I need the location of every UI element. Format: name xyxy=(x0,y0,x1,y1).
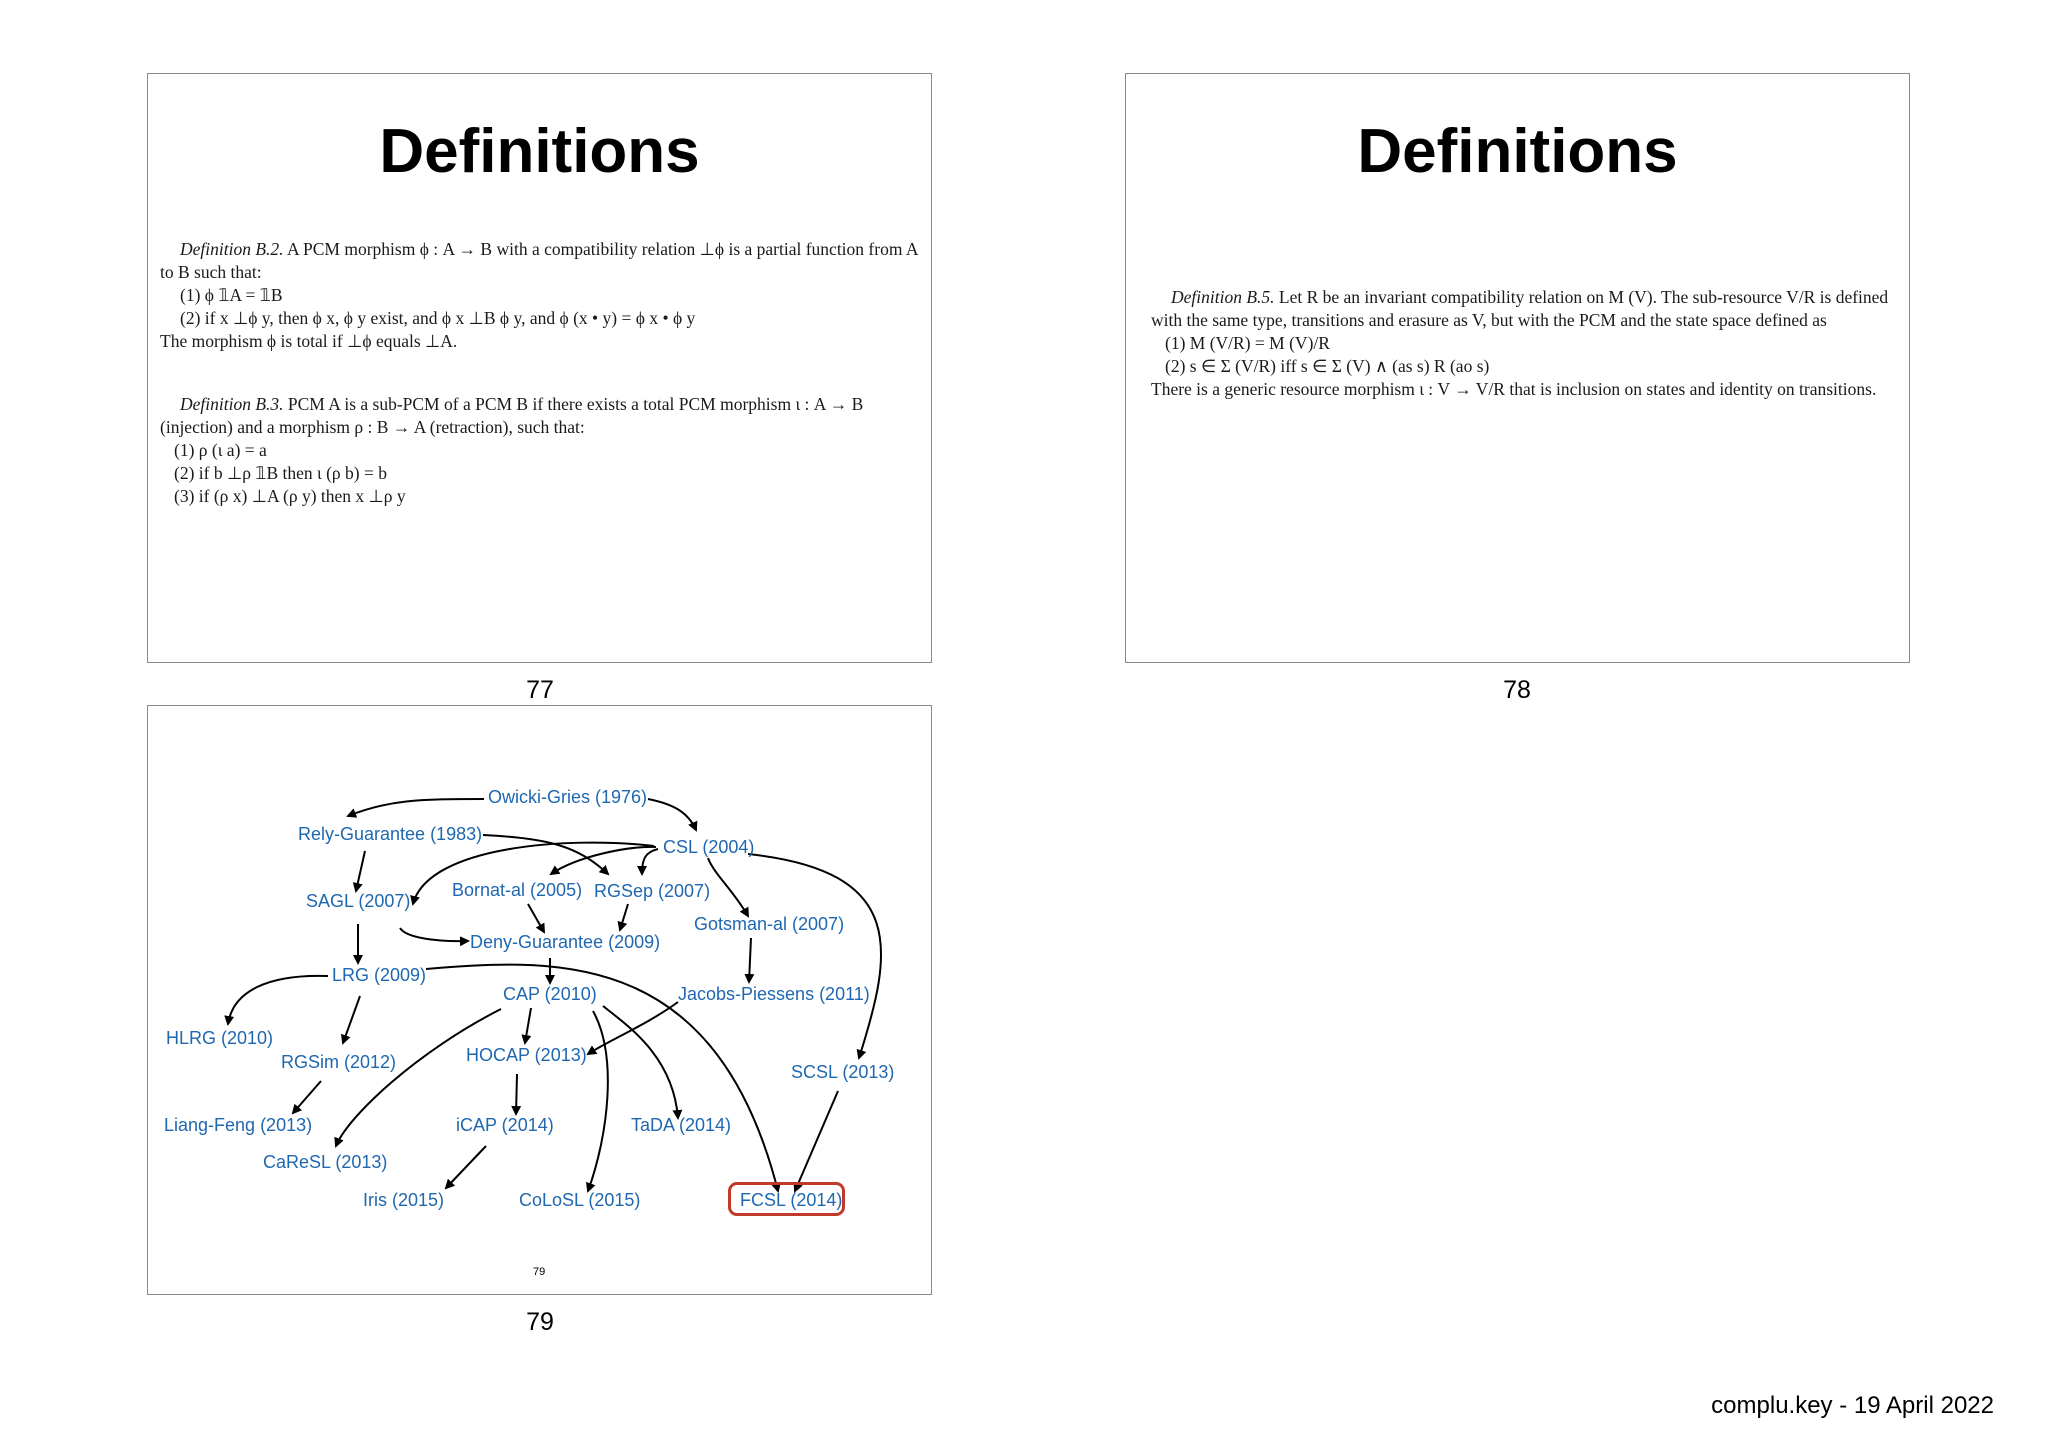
node-cap: CAP (2010) xyxy=(503,984,597,1004)
definition-closing: There is a generic resource morphism ι : V → V/R that is inclusion on states and identity on transitions. xyxy=(1151,379,1877,399)
node-sagl: SAGL (2007) xyxy=(306,891,411,911)
node-rely-guarantee: Rely-Guarantee (1983) xyxy=(298,824,483,844)
slide-title: Definitions xyxy=(379,117,700,186)
page-number: 77 xyxy=(526,676,554,704)
edge-csl-gotsman xyxy=(708,858,748,916)
node-hlrg: HLRG (2010) xyxy=(166,1028,274,1048)
definition-item: (2) if x ⊥ϕ y, then ϕ x, ϕ y exist, and ϕ x ⊥B ϕ y, and ϕ (x • y) = ϕ x • ϕ y xyxy=(180,308,696,328)
node-owicki-gries: Owicki-Gries (1976) xyxy=(488,787,648,807)
definition-b2 xyxy=(160,238,920,353)
edge-rgsim-liangfeng xyxy=(293,1081,321,1113)
slide-78 xyxy=(1125,73,1910,663)
edge-sagl-deny xyxy=(400,928,468,941)
definition-b5 xyxy=(1151,286,1896,401)
footer-text: complu.key - 19 April 2022 xyxy=(1711,1392,1994,1419)
edge-lrg-rgsim xyxy=(343,996,360,1043)
definition-item: (1) ρ (ι a) = a xyxy=(174,440,267,460)
node-caresl: CaReSL (2013) xyxy=(263,1152,388,1172)
edge-cap-colosl xyxy=(588,1011,608,1191)
edge-cap-tada xyxy=(603,1006,678,1118)
node-scsl: SCSL (2013) xyxy=(791,1062,895,1082)
node-lrg: LRG (2009) xyxy=(332,965,427,985)
node-rgsim: RGSim (2012) xyxy=(281,1052,397,1072)
edge-jacobs-hocap xyxy=(588,1002,678,1054)
definition-label: Definition B.2. xyxy=(180,239,284,259)
edge-owicki-csl xyxy=(648,799,696,830)
edge-cap-hocap xyxy=(525,1008,531,1043)
definition-b3 xyxy=(160,393,920,508)
definition-item: (3) if (ρ x) ⊥A (ρ y) then x ⊥ρ y xyxy=(174,486,406,506)
definition-text: PCM A is a sub-PCM of a PCM B if there exists a total PCM morphism ι : A → B (injection) and a morphism ρ : B → A (retraction), such that: xyxy=(160,394,864,437)
node-jacobs-piessens: Jacobs-Piessens (2011) xyxy=(678,984,870,1004)
node-csl: CSL (2004) xyxy=(663,837,755,857)
definition-text: Let R be an invariant compatibility relation on M (V). The sub-resource V/R is defined with the same type, transitions and erasure as V, but with the PCM and the state space defined as xyxy=(1151,287,1889,330)
edge-owicki-rely xyxy=(348,799,484,816)
node-rgsep: RGSep (2007) xyxy=(594,881,711,901)
inner-page-number: 79 xyxy=(533,1266,546,1278)
edge-icap-iris xyxy=(446,1146,486,1188)
node-icap: iCAP (2014) xyxy=(456,1115,554,1135)
node-fcsl: FCSL (2014) xyxy=(740,1190,843,1210)
edge-bornat-deny xyxy=(528,904,544,932)
node-deny-guarantee: Deny-Guarantee (2009) xyxy=(470,932,661,952)
node-tada: TaDA (2014) xyxy=(631,1115,732,1135)
edge-hocap-icap xyxy=(516,1074,517,1114)
page-number: 79 xyxy=(526,1308,554,1336)
definition-item: (1) M (V/R) = M (V)/R xyxy=(1165,333,1330,353)
definition-label: Definition B.5. xyxy=(1171,287,1275,307)
edge-lrg-hlrg xyxy=(228,976,328,1024)
definition-item: (2) if b ⊥ρ 𝟙B then ι (ρ b) = b xyxy=(174,463,387,483)
node-gotsman-al: Gotsman-al (2007) xyxy=(694,914,845,934)
edge-gotsman-jacobs xyxy=(749,938,751,982)
definition-item: (2) s ∈ Σ (V/R) iff s ∈ Σ (V) ∧ (as s) R (ao s) xyxy=(1165,356,1490,376)
definition-closing: The morphism ϕ is total if ⊥ϕ equals ⊥A. xyxy=(160,331,458,351)
definition-label: Definition B.3. xyxy=(180,394,284,414)
slide-77 xyxy=(147,73,932,663)
edge-scsl-fcsl xyxy=(795,1091,838,1191)
edge-csl-scsl xyxy=(748,854,881,1058)
definition-text: A PCM morphism ϕ : A → B with a compatibility relation ⊥ϕ is a partial function from A to B such that: xyxy=(160,239,918,282)
edge-rely-sagl xyxy=(356,851,365,891)
definition-item: (1) ϕ 𝟙A = 𝟙B xyxy=(180,285,283,305)
slide-79 xyxy=(147,705,932,1295)
edge-csl-rgsep xyxy=(642,849,658,874)
node-colosl: CoLoSL (2015) xyxy=(519,1190,641,1210)
slide-title: Definitions xyxy=(1357,117,1678,186)
node-bornat-al: Bornat-al (2005) xyxy=(452,880,583,900)
node-hocap: HOCAP (2013) xyxy=(466,1045,587,1065)
node-iris: Iris (2015) xyxy=(363,1190,445,1210)
node-liang-feng: Liang-Feng (2013) xyxy=(164,1115,313,1135)
edge-rely-rgsep xyxy=(483,835,608,874)
page-number: 78 xyxy=(1503,676,1531,704)
edge-rgsep-deny xyxy=(620,904,628,930)
